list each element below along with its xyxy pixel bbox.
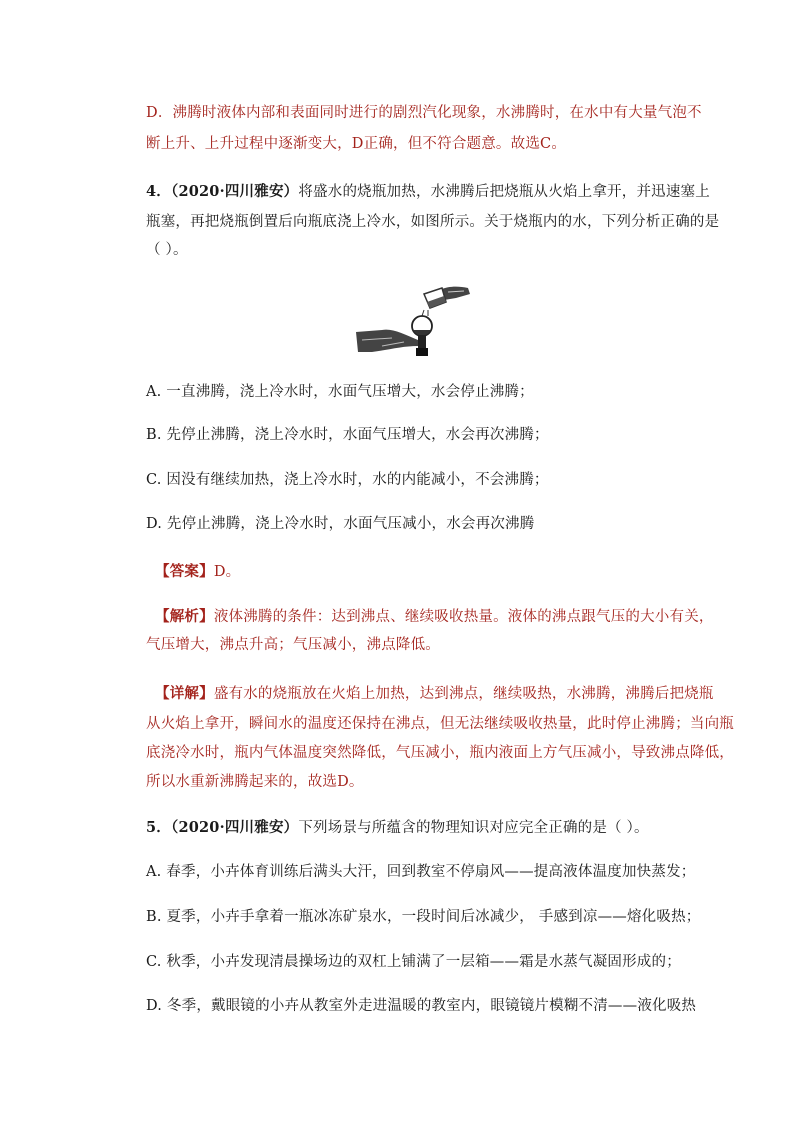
analysis-line — [155, 607, 714, 627]
detail-line: 底浇冷水时，瓶内气体温度突然降低，气压减小，瓶内液面上方气压减小，导致沸点降低， — [146, 745, 734, 761]
answer-line — [155, 562, 240, 582]
question-4-line: （ ）。 — [146, 242, 188, 258]
detail-line — [155, 684, 714, 704]
analysis-tag: 【解析】 — [155, 608, 214, 625]
question-5-source: 5．（2020·四川雅安） — [146, 819, 299, 836]
water-drops — [422, 310, 428, 316]
detail-tag: 【详解】 — [155, 685, 214, 702]
question-4-source: 4．（2020·四川雅安） — [146, 183, 299, 200]
option-b: B. 夏季，小卉手拿着一瓶冰冻矿泉水，一段时间后冰减少， 手感到凉——熔化吸热； — [146, 909, 701, 925]
detail-text: 盛有水的烧瓶放在火焰上加热，达到沸点，继续吸热，水沸腾，沸腾后把烧瓶 — [213, 686, 714, 702]
option-d: D. 先停止沸腾，浇上冷水时，水面气压减小，水会再次沸腾 — [146, 516, 535, 532]
answer-tag: 【答案】 — [155, 563, 214, 580]
question-4-line — [146, 182, 710, 202]
option-c: C. 因没有继续加热，浇上冷水时，水的内能减小，不会沸腾； — [146, 472, 549, 488]
analysis-text: 液体沸腾的条件：达到沸点、继续吸收热量。液体的沸点跟气压的大小有关， — [213, 609, 714, 625]
question-4-text: 将盛水的烧瓶加热，水沸腾后把烧瓶从火焰上拿开，并迅速塞上 — [298, 184, 710, 200]
flask-figure — [352, 280, 472, 360]
text-line: 断上升、上升过程中逐渐变大，D正确，但不符合题意。故选C。 — [146, 136, 567, 152]
flask-icon — [412, 316, 432, 356]
text-line: D．沸腾时液体内部和表面同时进行的剧烈汽化现象，水沸腾时，在水中有大量气泡不 — [146, 105, 702, 121]
question-5-line — [146, 818, 649, 838]
analysis-line: 气压增大，沸点升高；气压减小，沸点降低。 — [146, 637, 440, 653]
answer-value: D。 — [213, 564, 241, 580]
question-5-text: 下列场景与所蕴含的物理知识对应完全正确的是（ ）。 — [298, 820, 649, 836]
option-d: D. 冬季，戴眼镜的小卉从教室外走进温暖的教室内，眼镜镜片模糊不清——液化吸热 — [146, 998, 697, 1014]
option-c: C. 秋季，小卉发现清晨操场边的双杠上铺满了一层箱——霜是水蒸气凝固形成的； — [146, 954, 681, 970]
detail-line: 从火焰上拿开，瞬间水的温度还保持在沸点，但无法继续吸收热量，此时停止沸腾；当向瓶 — [146, 716, 734, 732]
question-4-line: 瓶塞，再把烧瓶倒置后向瓶底浇上冷水，如图所示。关于烧瓶内的水，下列分析正确的是 — [146, 214, 720, 230]
holding-hand — [356, 330, 418, 352]
option-a: A. 一直沸腾，浇上冷水时，水面气压增大，水会停止沸腾； — [146, 384, 534, 400]
beaker-icon — [424, 288, 446, 308]
option-a: A. 春季，小卉体育训练后满头大汗，回到教室不停扇风——提高液体温度加快蒸发； — [146, 864, 696, 880]
detail-line: 所以水重新沸腾起来的，故选D。 — [146, 774, 364, 790]
option-b: B. 先停止沸腾，浇上冷水时，水面气压增大，水会再次沸腾； — [146, 427, 549, 443]
